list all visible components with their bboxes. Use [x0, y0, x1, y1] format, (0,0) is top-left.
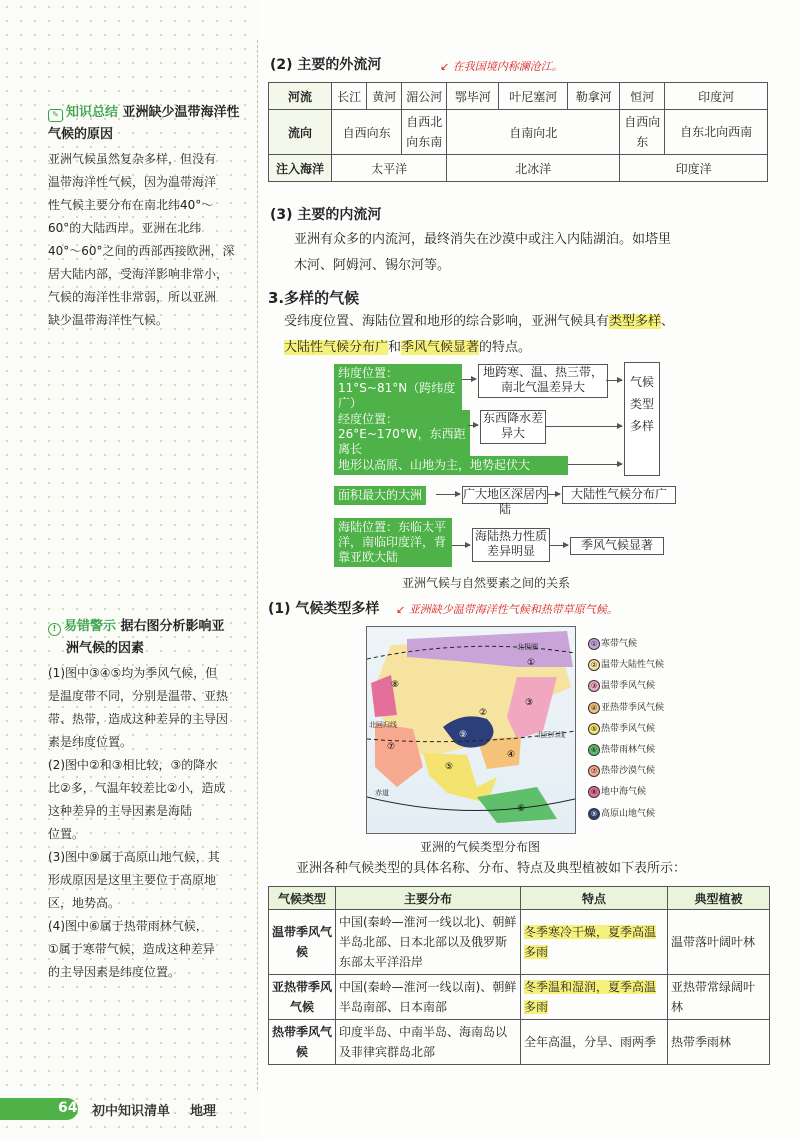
ocean-cell: 北冰洋: [447, 155, 620, 182]
arrow: [436, 494, 460, 495]
map-legend: [588, 634, 664, 825]
map-marker: ⑤: [445, 762, 454, 772]
latitude-factor-box: 纬度位置：11°S~81°N（跨纬度广）: [334, 364, 462, 413]
warning-line: (1)图中③④⑤均为季风气候，但: [48, 666, 218, 680]
legend-label: 热带沙漠气候: [601, 766, 656, 777]
arrow: [452, 545, 470, 546]
arrow: [468, 425, 478, 426]
missing-climate-annotation-text: 亚洲缺少温带海洋性气候和热带草原气候。: [408, 603, 618, 616]
mekong-annotation-text: 在我国境内称澜沧江。: [452, 60, 563, 73]
longitude-result-box: 东西降水差异大: [480, 410, 546, 444]
inland-rivers-heading: (3) 主要的内流河: [270, 207, 382, 223]
summary-tag: [48, 105, 118, 120]
map-marker: ⑥: [517, 804, 526, 814]
summary-tag-label: 知识总结: [66, 105, 119, 120]
legend-number: ⑧: [588, 786, 600, 798]
mekong-annotation: ↙ 在我国境内称澜沧江。: [440, 60, 563, 73]
highlight-text: 大陆性气候分布广: [284, 340, 389, 355]
summary-line: 缺少温带海洋性气候。: [48, 313, 169, 327]
row-label: 流向: [269, 110, 332, 155]
inland-text-line: 亚洲有众多的内流河，最终消失在沙漠中或注入内陆湖泊。如塔里: [294, 232, 672, 247]
map-marker: ⑧: [391, 680, 400, 690]
legend-number: ⑤: [588, 723, 600, 735]
river-cell: 勒拿河: [568, 83, 620, 110]
warning-title-cont: 洲气候的因素: [66, 641, 145, 656]
summary-line: 性气候主要分布在南北纬40°～: [48, 198, 214, 212]
arrow: [462, 379, 476, 380]
column-header: 气候类型: [269, 887, 336, 910]
legend-item: [588, 655, 664, 676]
legend-item: [588, 804, 664, 825]
error-warning-note: [48, 616, 248, 984]
warning-line: 位置。: [48, 827, 85, 841]
terrain-factor-box: 地形以高原、山地为主，地势起伏大: [334, 456, 568, 475]
table-row: [269, 1020, 770, 1065]
direction-cell: 自西北向东南: [402, 110, 447, 155]
ocean-cell: 太平洋: [332, 155, 447, 182]
row-label: 注入海洋: [269, 155, 332, 182]
map-marker: ③: [525, 698, 534, 708]
warning-line: (2)图中②和③相比较，③的降水: [48, 758, 218, 772]
legend-item: [588, 719, 664, 740]
summary-line: 40°～60°之间的西部西接欧洲，深: [48, 244, 235, 258]
tropic-label-east: 北回归线: [537, 731, 565, 739]
legend-number: ①: [588, 638, 600, 650]
legend-number: ②: [588, 659, 600, 671]
legend-item: [588, 698, 664, 719]
equator-label: 赤道: [375, 789, 389, 797]
ocean-cell: 印度洋: [620, 155, 768, 182]
warning-line: 是温度带不同，分别是温带、亚热: [48, 689, 229, 703]
outflow-rivers-heading: (2) 主要的外流河: [270, 57, 382, 73]
highlight-text: 类型多样: [609, 314, 662, 329]
column-header: 特点: [521, 887, 668, 910]
climate-diverse-box: 气候类型多样: [624, 362, 660, 476]
warning-line: 这种差异的主导因素是海陆: [48, 804, 193, 818]
alert-icon: !: [48, 623, 61, 636]
intro-and: 和: [388, 340, 402, 355]
map-marker: ①: [527, 658, 536, 668]
direction-cell: 自西向东: [332, 110, 402, 155]
legend-item: [588, 634, 664, 655]
summary-line: 气候的海洋性非常弱，所以亚洲: [48, 290, 217, 304]
climate-type-cell: 温带季风气候: [269, 910, 336, 975]
direction-cell: 自西向东: [620, 110, 665, 155]
inland-box: 广大地区深居内陆: [463, 487, 548, 516]
arctic-label: 北极圈: [517, 643, 538, 651]
summary-heading: [48, 102, 248, 146]
warning-tag: [48, 619, 116, 634]
column-header: 主要分布: [336, 887, 521, 910]
arrow: [568, 464, 622, 465]
warning-line: 素是纬度位置。: [48, 735, 133, 749]
table-header-row: [269, 887, 770, 910]
intro-text: 受纬度位置、海陆位置和地形的综合影响，亚洲气候具有: [284, 314, 610, 329]
sidebar-divider: [257, 40, 258, 1090]
table-row: [269, 83, 768, 110]
map-marker: ⑦: [387, 742, 396, 752]
warning-heading: [48, 616, 248, 660]
missing-climate-annotation: ↙ 亚洲缺少温带海洋性气候和热带草原气候。: [396, 603, 618, 616]
rivers-table: [268, 82, 768, 182]
legend-number: ⑦: [588, 765, 600, 777]
legend-number: ⑥: [588, 744, 600, 756]
map-marker: ②: [479, 708, 488, 718]
longitude-factor-box: 经度位置：26°E~170°W，东西距离长: [334, 410, 470, 459]
legend-item: [588, 740, 664, 761]
summary-line: 居大陆内部，受海洋影响非常小，: [48, 267, 229, 281]
table-intro: 亚洲各种气候类型的具体名称、分布、特点及典型植被如下表所示：: [296, 861, 687, 876]
legend-item: [588, 761, 664, 782]
legend-item: [588, 676, 664, 697]
row-label: 河流: [269, 83, 332, 110]
distribution-cell: 中国(秦岭—淮河一线以北)、朝鲜半岛北部、日本北部以及俄罗斯东部太平洋沿岸: [336, 910, 521, 975]
river-cell: 长江: [332, 83, 367, 110]
summary-line: 60°的大陆西岸。亚洲在北纬: [48, 221, 202, 235]
legend-label: 温带季风气候: [601, 681, 656, 692]
legend-label: 地中海气候: [601, 787, 647, 798]
continental-box: 大陆性气候分布广: [562, 486, 676, 504]
area-factor-box: 面积最大的大洲: [334, 486, 426, 505]
thermal-diff-box: 海陆热力性质差异明显: [472, 528, 550, 562]
knowledge-summary-note: [48, 102, 248, 332]
climate-types-table: [268, 886, 770, 1065]
highlight-text: 季风气候显著: [401, 340, 480, 355]
summary-line: 亚洲气候虽然复杂多样，但没有: [48, 152, 217, 166]
subject-label: 地理: [190, 1104, 217, 1119]
inland-text-line: 木河、阿姆河、锡尔河等。: [294, 258, 451, 273]
arrow: [606, 380, 622, 381]
warning-line: 带、热带，造成这种差异的主导因: [48, 712, 229, 726]
monsoon-box: 季风气候显著: [570, 537, 664, 555]
direction-cell: 自南向北: [447, 110, 620, 155]
legend-number: ③: [588, 680, 600, 692]
warning-tag-label: 易错警示: [64, 619, 117, 634]
legend-label: 亚热带季风气候: [601, 702, 665, 713]
map-graphic: [367, 627, 575, 833]
feature-cell: 全年高温，分旱、雨两季: [521, 1020, 668, 1065]
feature-cell: 冬季温和湿润，夏季高温多雨: [524, 980, 657, 1014]
arrow: [550, 545, 568, 546]
distribution-cell: 印度半岛、中南半岛、海南岛以及菲律宾群岛北部: [336, 1020, 521, 1065]
legend-label: 热带雨林气候: [601, 745, 656, 756]
distribution-cell: 中国(秦岭—淮河一线以南)、朝鲜半岛南部、日本南部: [336, 975, 521, 1020]
map-marker: ④: [507, 750, 516, 760]
warning-line: 的主导因素是纬度位置。: [48, 965, 181, 979]
warning-line: 比②多，气温年较差比②小，造成: [48, 781, 226, 795]
warning-line: (4)图中⑥属于热带雨林气候，: [48, 919, 208, 933]
warning-line: 区，地势高。: [48, 896, 121, 910]
column-header: 典型植被: [668, 887, 770, 910]
vegetation-cell: 亚热带常绿阔叶林: [668, 975, 770, 1020]
river-cell: 恒河: [620, 83, 665, 110]
climate-types-heading: (1) 气候类型多样: [268, 601, 380, 617]
asia-climate-map: [366, 626, 576, 834]
vegetation-cell: 温带落叶阔叶林: [668, 910, 770, 975]
legend-label: 寒带气候: [601, 639, 638, 649]
legend-item: [588, 782, 664, 803]
latitude-result-box: 地跨寒、温、热三带，南北气温差异大: [478, 364, 608, 398]
legend-label: 温带大陆性气候: [601, 660, 665, 671]
table-row: [269, 155, 768, 182]
sea-land-factor-box: 海陆位置：东临太平洋，南临印度洋，背靠亚欧大陆: [334, 518, 452, 567]
river-cell: 黄河: [367, 83, 402, 110]
legend-number: ④: [588, 702, 600, 714]
river-cell: 湄公河: [402, 83, 447, 110]
warning-line: (3)图中⑨属于高原山地气候，其: [48, 850, 220, 864]
legend-label: 高原山地气候: [601, 808, 656, 819]
climate-type-cell: 热带季风气候: [269, 1020, 336, 1065]
table-row: [269, 910, 770, 975]
page-number: 64: [58, 1100, 78, 1116]
arrow: [546, 426, 622, 427]
intro-text: 的特点。: [479, 340, 532, 355]
direction-cell: 自东北向西南: [665, 110, 768, 155]
intro-sep: 、: [661, 314, 675, 329]
river-cell: 印度河: [665, 83, 768, 110]
warning-line: ①属于寒带气候，造成这种差异: [48, 942, 215, 956]
legend-number: ⑨: [588, 808, 600, 820]
map-marker: ⑨: [459, 730, 468, 740]
legend-label: 热带季风气候: [601, 723, 656, 734]
page-footer: [0, 1090, 800, 1140]
summary-title: 亚洲缺少温带海洋性气候的原因: [48, 105, 240, 142]
diagram-caption: 亚洲气候与自然要素之间的关系: [402, 576, 571, 590]
summary-line: 温带海洋性气候，因为温带海洋: [48, 175, 217, 189]
map-caption: 亚洲的气候类型分布图: [420, 840, 541, 854]
table-row: [269, 110, 768, 155]
table-row: [269, 975, 770, 1020]
warning-line: 形成原因是这里主要位于高原地: [48, 873, 217, 887]
tropic-label: 北回归线: [369, 721, 397, 729]
climate-intro: [284, 309, 784, 361]
river-cell: 鄂毕河: [447, 83, 499, 110]
warning-title: 据右图分析影响亚: [120, 619, 225, 634]
arrow: [548, 494, 560, 495]
vegetation-cell: 热带季雨林: [668, 1020, 770, 1065]
river-cell: 叶尼塞河: [499, 83, 568, 110]
book-title: 初中知识清单: [92, 1104, 171, 1119]
feature-cell: 冬季寒冷干燥，夏季高温多雨: [524, 925, 657, 959]
climate-type-cell: 亚热带季风气候: [269, 975, 336, 1020]
book-icon: ✎: [48, 109, 63, 122]
climate-heading: 3.多样的气候: [268, 289, 360, 307]
